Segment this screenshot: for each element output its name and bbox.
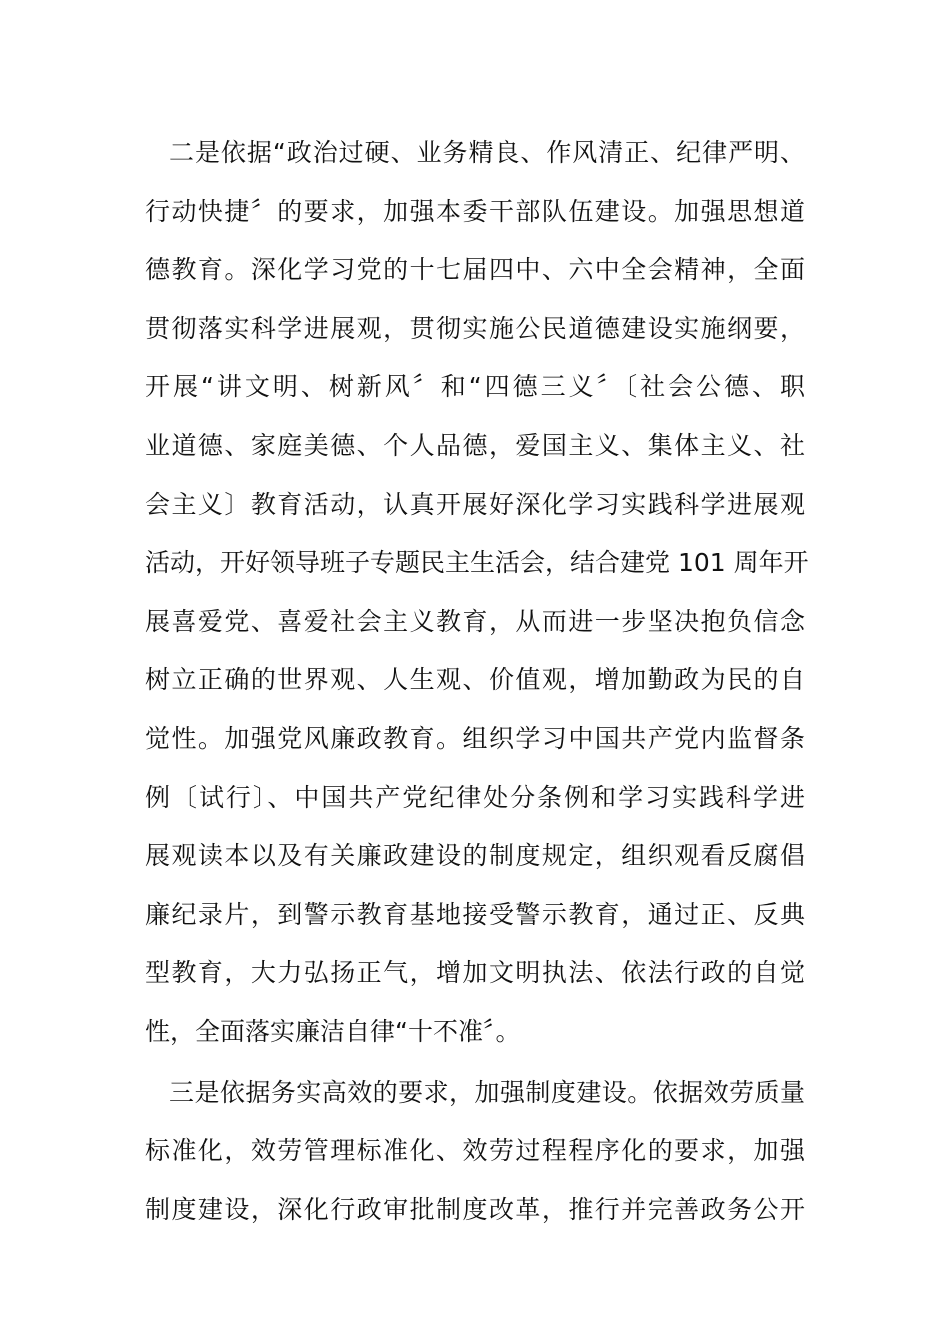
text-line: 型教育，大力弘扬正气，增加文明执法、依法行政的自觉 xyxy=(145,958,805,988)
text-line: 廉纪录片，到警示教育基地接受警示教育，通过正、反典 xyxy=(145,899,805,929)
text-line: 行动快捷〞的要求，加强本委干部队伍建设。加强思想道 xyxy=(145,196,805,226)
document-body xyxy=(145,124,809,1239)
text-line: 觉性。加强党风廉政教育。组织学习中国共产党内监督条 xyxy=(145,723,805,753)
text-line: 二是依据“政治过硬、业务精良、作风清正、纪律严明、 xyxy=(169,138,805,167)
text-line: 制度建设，深化行政审批制度改革，推行并完善政务公开 xyxy=(145,1194,805,1224)
paragraph-2 xyxy=(145,124,809,1062)
text-line: 例〔试行〕、中国共产党纪律处分条例和学习实践科学进 xyxy=(145,782,805,812)
text-line: 业道德、家庭美德、个人品德，爱国主义、集体主义、社 xyxy=(145,430,805,460)
text-line: 标准化，效劳管理标准化、效劳过程程序化的要求，加强 xyxy=(145,1136,805,1166)
text-line: 三是依据务实高效的要求，加强制度建设。依据效劳质量 xyxy=(169,1077,805,1107)
text-line: 会主义〕教育活动，认真开展好深化学习实践科学进展观 xyxy=(145,489,805,519)
text-line: 展喜爱党、喜爱社会主义教育，从而进一步坚决抱负信念 xyxy=(145,606,805,636)
text-line: 贯彻落实科学进展观，贯彻实施公民道德建设实施纲要， xyxy=(145,313,805,343)
text-line: 性，全面落实廉洁自律“十不准〞。 xyxy=(145,1016,521,1046)
text-line: 德教育。深化学习党的十七届四中、六中全会精神，全面 xyxy=(145,255,805,285)
text-line: 树立正确的世界观、人生观、价值观，增加勤政为民的自 xyxy=(145,665,805,695)
text-line: 展观读本以及有关廉政建设的制度规定，组织观看反腐倡 xyxy=(145,841,805,871)
text-line: 活动，开好领导班子专题民主生活会，结合建党 101 周年开 xyxy=(145,548,809,578)
text-line: 开展“讲文明、树新风〞和“四德三义〞〔社会公德、职 xyxy=(145,372,805,402)
paragraph-3 xyxy=(145,1064,805,1240)
